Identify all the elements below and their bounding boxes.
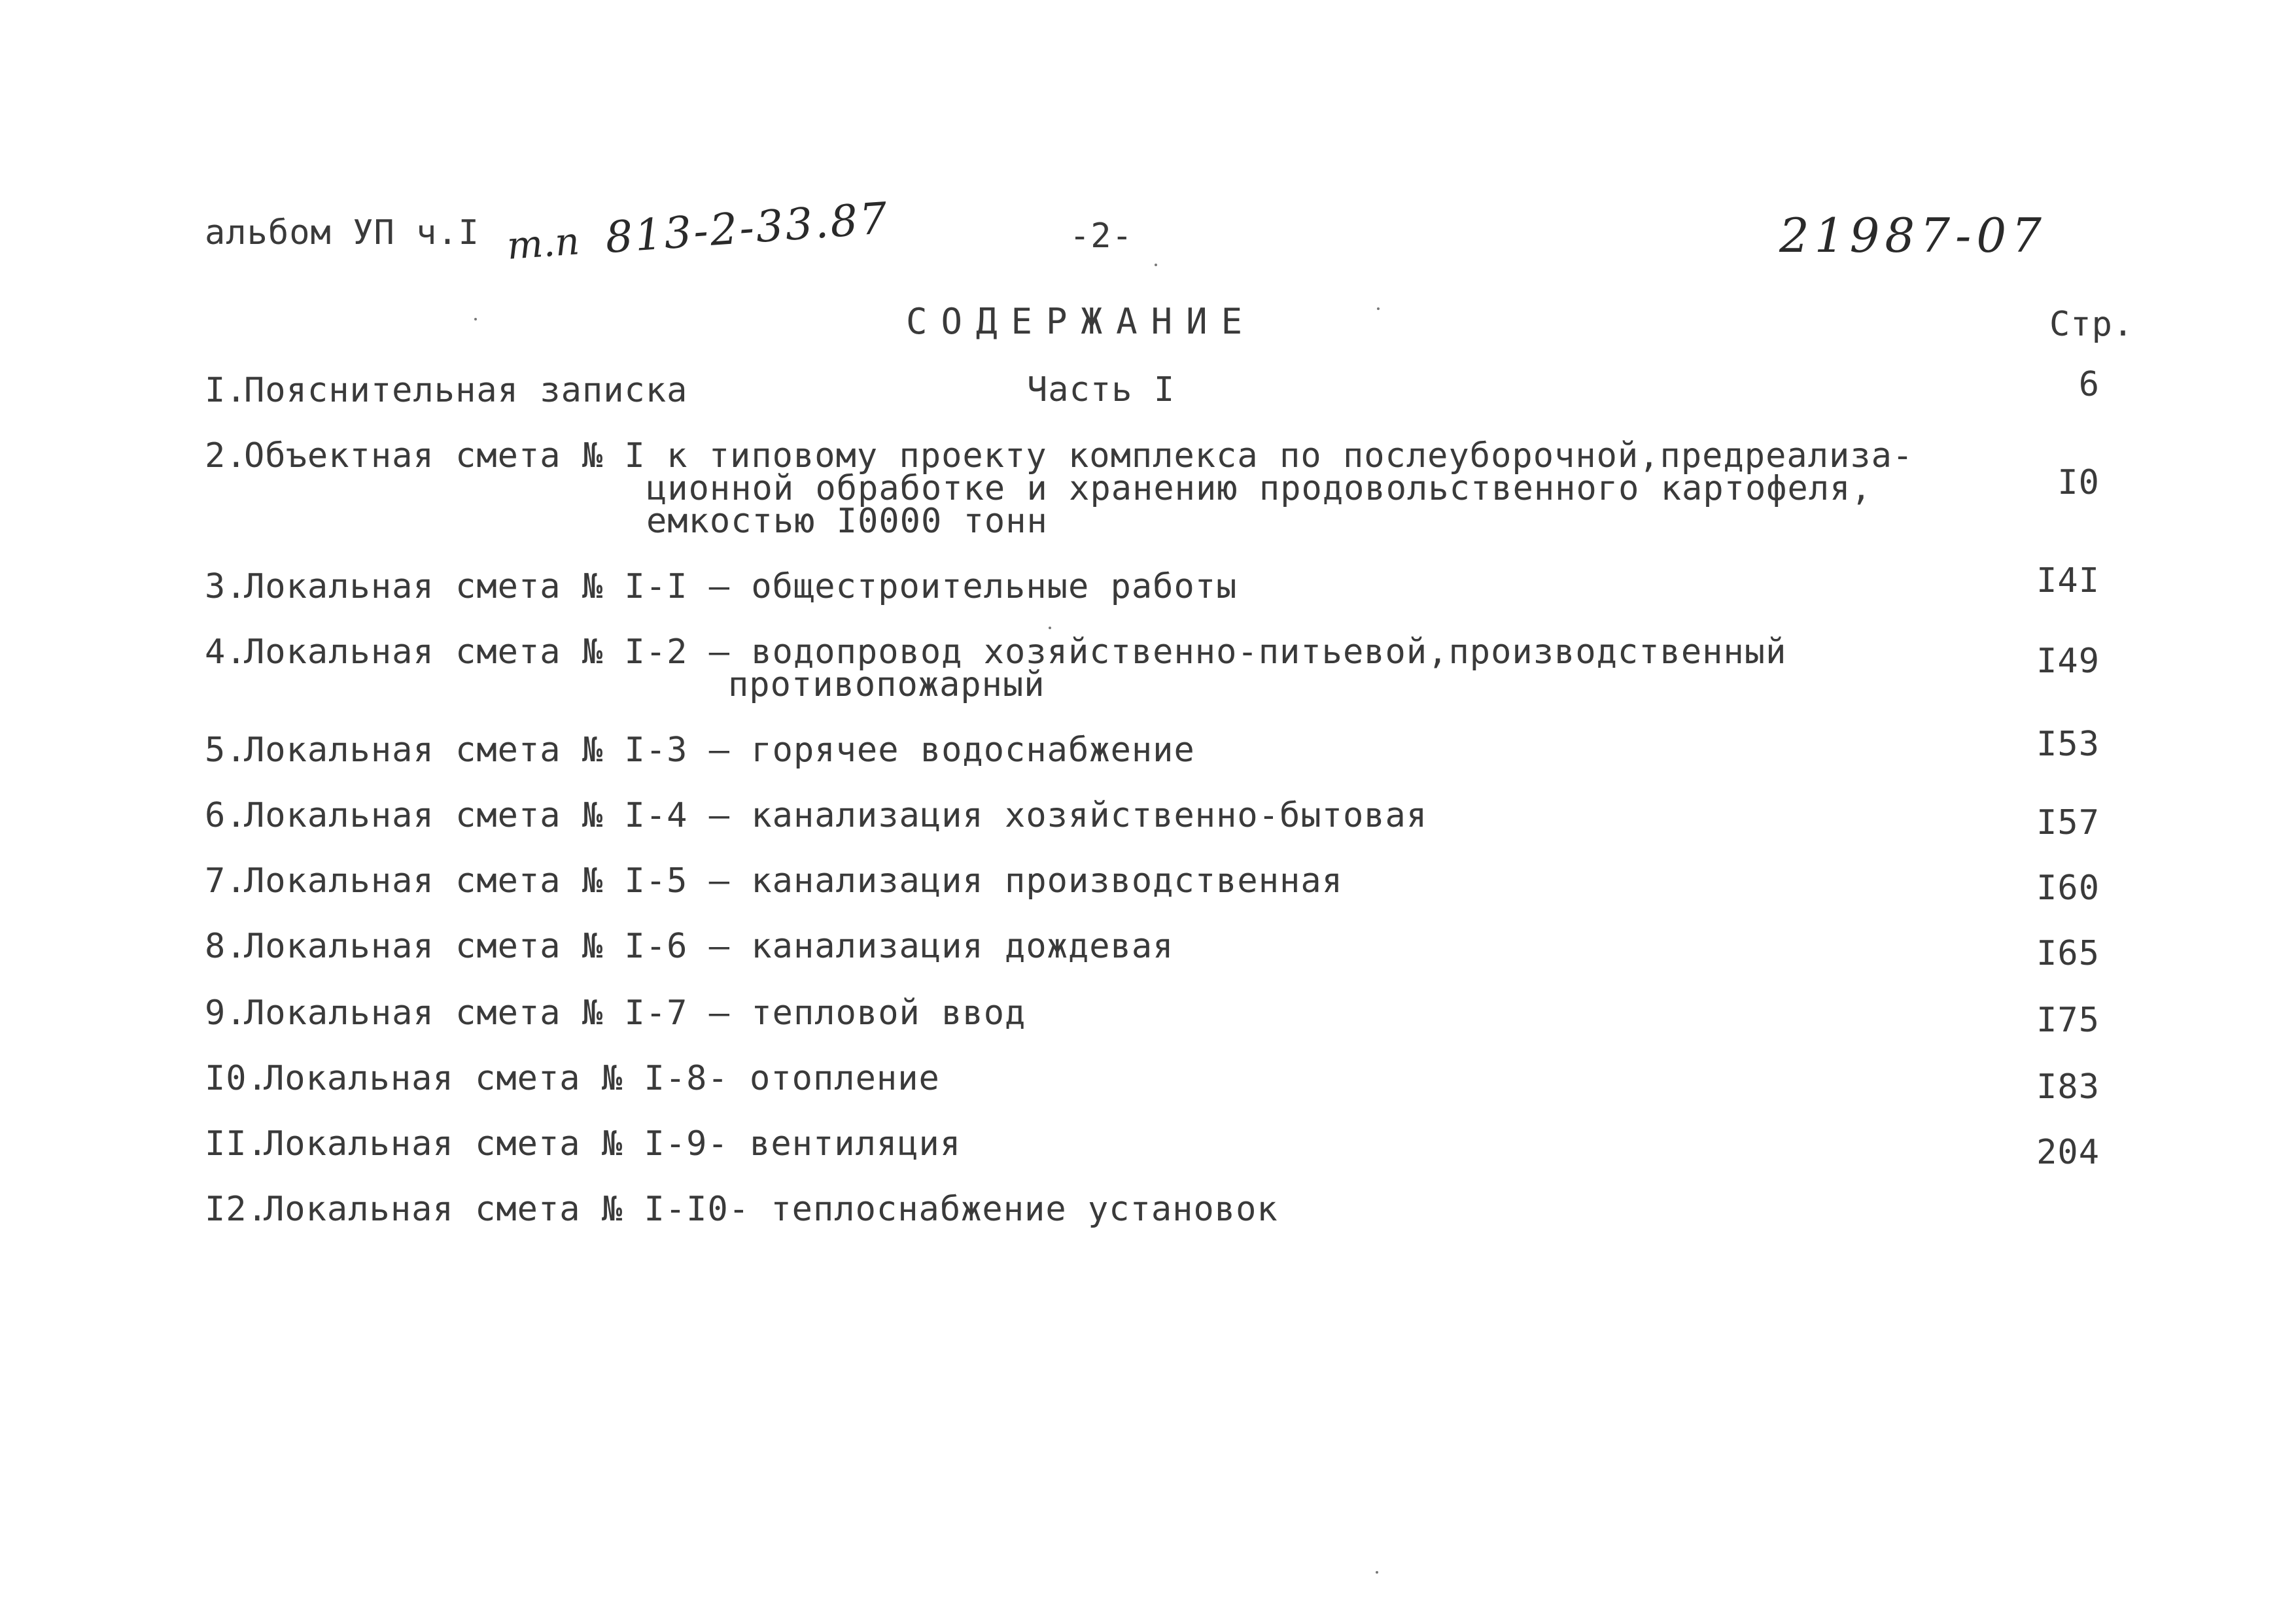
part-label: Часть I xyxy=(1027,370,1175,409)
toc-entry-text: емкостью I0000 тонн xyxy=(646,502,1048,541)
toc-entry-text: Объектная смета № I к типовому проекту комплекса по послеуборочной,предреализа- xyxy=(244,436,1914,475)
toc-entry-page: I4I xyxy=(2036,561,2100,600)
toc-entry-text: Локальная смета № I-I – общестроительные работы xyxy=(244,567,1238,606)
toc-entry-text: Локальная смета № I-4 – канализация хозяйственно-бытовая xyxy=(244,796,1428,835)
toc-entry-page: 6 xyxy=(2078,365,2100,404)
toc-entry-page: I0 xyxy=(2057,463,2100,502)
toc-entry-page: I57 xyxy=(2036,803,2100,842)
toc-entry-number: 7. xyxy=(205,861,247,901)
scan-speck xyxy=(1376,1571,1378,1574)
toc-entry-text: Локальная смета № I-I0- теплоснабжение установок xyxy=(264,1190,1278,1229)
toc-entry-number: 9. xyxy=(205,993,247,1033)
toc-entry-text: Локальная смета № I-2 – водопровод хозяйственно-питьевой,производственный xyxy=(244,632,1787,672)
scan-speck xyxy=(1377,307,1380,310)
toc-entry-page: I75 xyxy=(2036,1001,2100,1040)
toc-entry-page: I83 xyxy=(2036,1067,2100,1107)
toc-entry-text: Локальная смета № I-3 – горячее водоснабжение xyxy=(244,731,1195,770)
toc-entry-text: Локальная смета № I-6 – канализация дождевая xyxy=(244,927,1174,966)
page-column-label: Стр. xyxy=(2049,305,2134,344)
toc-entry-text: Локальная смета № I-9- вентиляция xyxy=(264,1124,962,1164)
toc-entry-text: Локальная смета № I-8- отопление xyxy=(264,1059,940,1098)
toc-entry-number: 4. xyxy=(205,632,247,672)
toc-entry-page: I49 xyxy=(2036,642,2100,681)
toc-entry-text: Локальная смета № I-7 – тепловой ввод xyxy=(244,993,1026,1033)
toc-entry-number: II. xyxy=(205,1124,268,1164)
toc-entry-number: 3. xyxy=(205,567,247,606)
toc-entry-number: 8. xyxy=(205,927,247,966)
toc-entry-number: I0. xyxy=(205,1059,268,1098)
album-label: альбом УП ч.I xyxy=(205,213,479,252)
handwritten-tp-prefix: т.п xyxy=(505,218,582,268)
toc-entry-number: 6. xyxy=(205,796,247,835)
toc-entry-text: Локальная смета № I-5 – канализация производственная xyxy=(244,861,1343,901)
toc-entry-text: противопожарный xyxy=(728,665,1045,704)
toc-entry-page: I60 xyxy=(2036,869,2100,908)
page-number: -2- xyxy=(1070,216,1133,256)
toc-entry-number: I. xyxy=(205,371,247,410)
toc-entry-number: 2. xyxy=(205,436,247,475)
handwritten-project-number: 813-2-33.87 xyxy=(603,192,891,264)
toc-entry-text: ционной обработке и хранению продовольственного картофеля, xyxy=(646,469,1872,508)
handwritten-document-code: 21987-07 xyxy=(1779,208,2047,263)
toc-entry-page: I53 xyxy=(2036,725,2100,764)
toc-entry-text: Пояснительная записка xyxy=(244,371,688,410)
scan-speck xyxy=(1049,627,1051,629)
toc-entry-page: 204 xyxy=(2036,1133,2100,1172)
toc-entry-number: I2. xyxy=(205,1190,268,1229)
toc-entry-page: I65 xyxy=(2036,934,2100,973)
scan-speck xyxy=(474,318,477,320)
toc-entry-number: 5. xyxy=(205,731,247,770)
scan-speck xyxy=(1155,264,1157,266)
toc-title: СОДЕРЖАНИЕ xyxy=(906,301,1257,342)
